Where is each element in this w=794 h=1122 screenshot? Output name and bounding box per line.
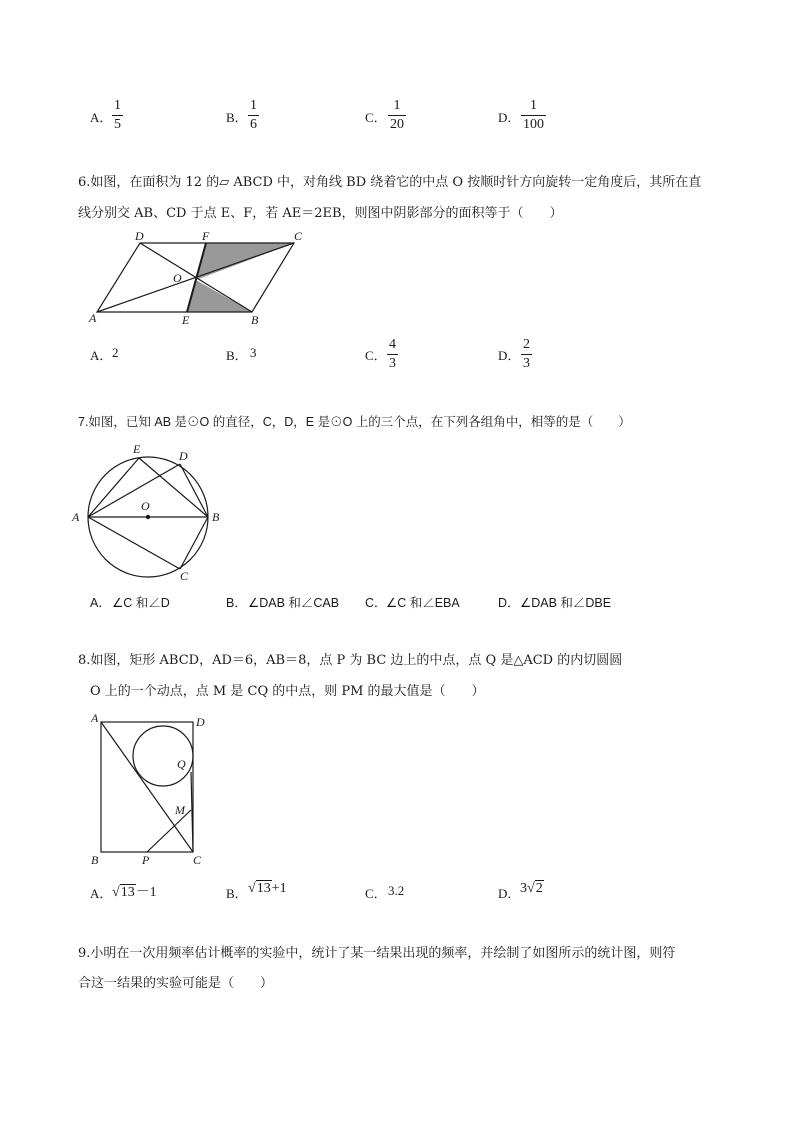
q7-label-a: A bbox=[72, 510, 80, 524]
q5-option-b-fraction: 1 6 bbox=[250, 98, 257, 132]
q7-option-d-value: ∠DAB 和∠DBE bbox=[520, 596, 612, 610]
q6-label-o: O bbox=[173, 271, 182, 285]
q8-label-p: P bbox=[142, 853, 150, 867]
q7-option-d-letter: D． bbox=[498, 596, 520, 610]
q8-label-q: Q bbox=[177, 757, 186, 771]
q8-label-b: B bbox=[91, 853, 99, 867]
q6-option-d-letter: D． bbox=[498, 348, 521, 363]
q7-segment-ac bbox=[88, 517, 180, 569]
q7-segment-ad bbox=[88, 464, 180, 517]
q6-text-line1: 6.如图，在面积为 12 的▱ ABCD 中，对角线 BD 绕着它的中点 O 按顺时针方向旋转一定角度后，其所在直 bbox=[78, 175, 702, 190]
q7-label-e: E bbox=[133, 442, 141, 456]
q6-parallelogram-figure bbox=[85, 230, 315, 330]
q7-option-c-value: ∠C 和∠EBA bbox=[386, 596, 460, 610]
q5-option-d-fraction: 1 100 bbox=[523, 98, 544, 132]
q8-option-a-letter: A． bbox=[90, 886, 113, 901]
q8-option-b-value: √13+1 bbox=[248, 881, 287, 896]
q5-option-b-letter: B． bbox=[226, 110, 248, 125]
q8-option-d-letter: D． bbox=[498, 886, 521, 901]
q7-label-b: B bbox=[212, 510, 220, 524]
q8-label-d: D bbox=[196, 715, 205, 729]
q7-circle-figure bbox=[65, 438, 235, 586]
q6-option-d-fraction: 2 3 bbox=[523, 337, 530, 371]
q8-option-a-radicand: 13 bbox=[120, 885, 135, 900]
q6-option-c-fraction: 4 3 bbox=[389, 337, 396, 371]
q7-segment-cb bbox=[180, 517, 208, 569]
q8-option-b-radicand: 13 bbox=[256, 881, 271, 896]
q8-option-d-radicand: 2 bbox=[535, 881, 543, 896]
q8-text-line2: O 上的一个动点，点 M 是 CQ 的中点，则 PM 的最大值是（ ） bbox=[90, 684, 485, 699]
q8-option-b-letter: B． bbox=[226, 886, 248, 901]
q6-option-a-letter: A． bbox=[90, 348, 113, 363]
q5-option-d-letter: D． bbox=[498, 110, 521, 125]
q8-rectangle-figure bbox=[85, 710, 220, 868]
q8-text-line1: 8.如图，矩形 ABCD，AD＝6，AB＝8，点 P 为 BC 边上的中点，点 Q 是△ACD 的内切圆圆 bbox=[78, 653, 623, 668]
q6-label-c: C bbox=[294, 230, 303, 243]
q7-text-line1: 7.如图，已知 AB 是⊙O 的直径，C，D，E 是⊙O 上的三个点，在下列各组角中，相等的是（ ） bbox=[78, 415, 631, 429]
q8-option-d-prefix: 3 bbox=[520, 881, 527, 896]
q7-option-c-letter: C． bbox=[365, 596, 387, 610]
q8-label-a: A bbox=[91, 711, 99, 725]
q7-option-b-value: ∠DAB 和∠CAB bbox=[248, 596, 340, 610]
q8-option-a-suffix: －1 bbox=[135, 885, 157, 900]
q6-label-f: F bbox=[202, 230, 210, 243]
q5-option-c-letter: C． bbox=[365, 110, 387, 125]
q9-text-line1: 9.小明在一次用频率估计概率的实验中，统计了某一结果出现的频率，并绘制了如图所示的统计图，则符 bbox=[78, 946, 676, 961]
q8-label-m: M bbox=[175, 803, 185, 817]
q8-diagonal-ac bbox=[101, 722, 193, 852]
q7-center-dot bbox=[146, 515, 150, 519]
q6-option-b-value: 3 bbox=[250, 345, 257, 360]
q8-label-c: C bbox=[193, 853, 202, 867]
q6-option-b-letter: B． bbox=[226, 348, 248, 363]
q7-label-o: O bbox=[141, 499, 150, 513]
q7-label-d: D bbox=[179, 449, 188, 463]
q8-incircle bbox=[133, 726, 193, 786]
q5-option-a-fraction: 1 5 bbox=[114, 98, 121, 132]
q6-text-line2: 线分别交 AB、CD 于点 E、F，若 AE＝2EB，则图中阴影部分的面积等于（ ） bbox=[78, 206, 563, 221]
q8-option-c-letter: C． bbox=[365, 886, 387, 901]
q6-label-a: A bbox=[89, 311, 97, 325]
q8-option-b-suffix: +1 bbox=[271, 881, 287, 896]
q8-option-c-value: 3.2 bbox=[388, 883, 405, 898]
q6-option-c-letter: C． bbox=[365, 348, 387, 363]
q6-label-b: B bbox=[251, 313, 259, 327]
q6-shaded-triangle-bottom bbox=[187, 280, 252, 312]
q7-option-a-value: ∠C 和∠D bbox=[112, 596, 170, 610]
q6-label-d: D bbox=[135, 230, 144, 243]
q6-label-e: E bbox=[182, 313, 190, 327]
q7-option-b-letter: B． bbox=[226, 596, 247, 610]
q8-option-a-value: √13－1 bbox=[112, 885, 157, 900]
q5-option-c-fraction: 1 20 bbox=[390, 98, 404, 132]
q9-text-line2: 合这一结果的实验可能是（ ） bbox=[78, 976, 274, 991]
q6-option-a-value: 2 bbox=[112, 345, 119, 360]
q7-segment-db bbox=[180, 464, 208, 517]
q5-option-a-letter: A． bbox=[90, 110, 113, 125]
q8-option-d-value: 3√2 bbox=[520, 881, 543, 896]
q7-label-c: C bbox=[180, 569, 189, 583]
q7-option-a-letter: A． bbox=[90, 596, 111, 610]
